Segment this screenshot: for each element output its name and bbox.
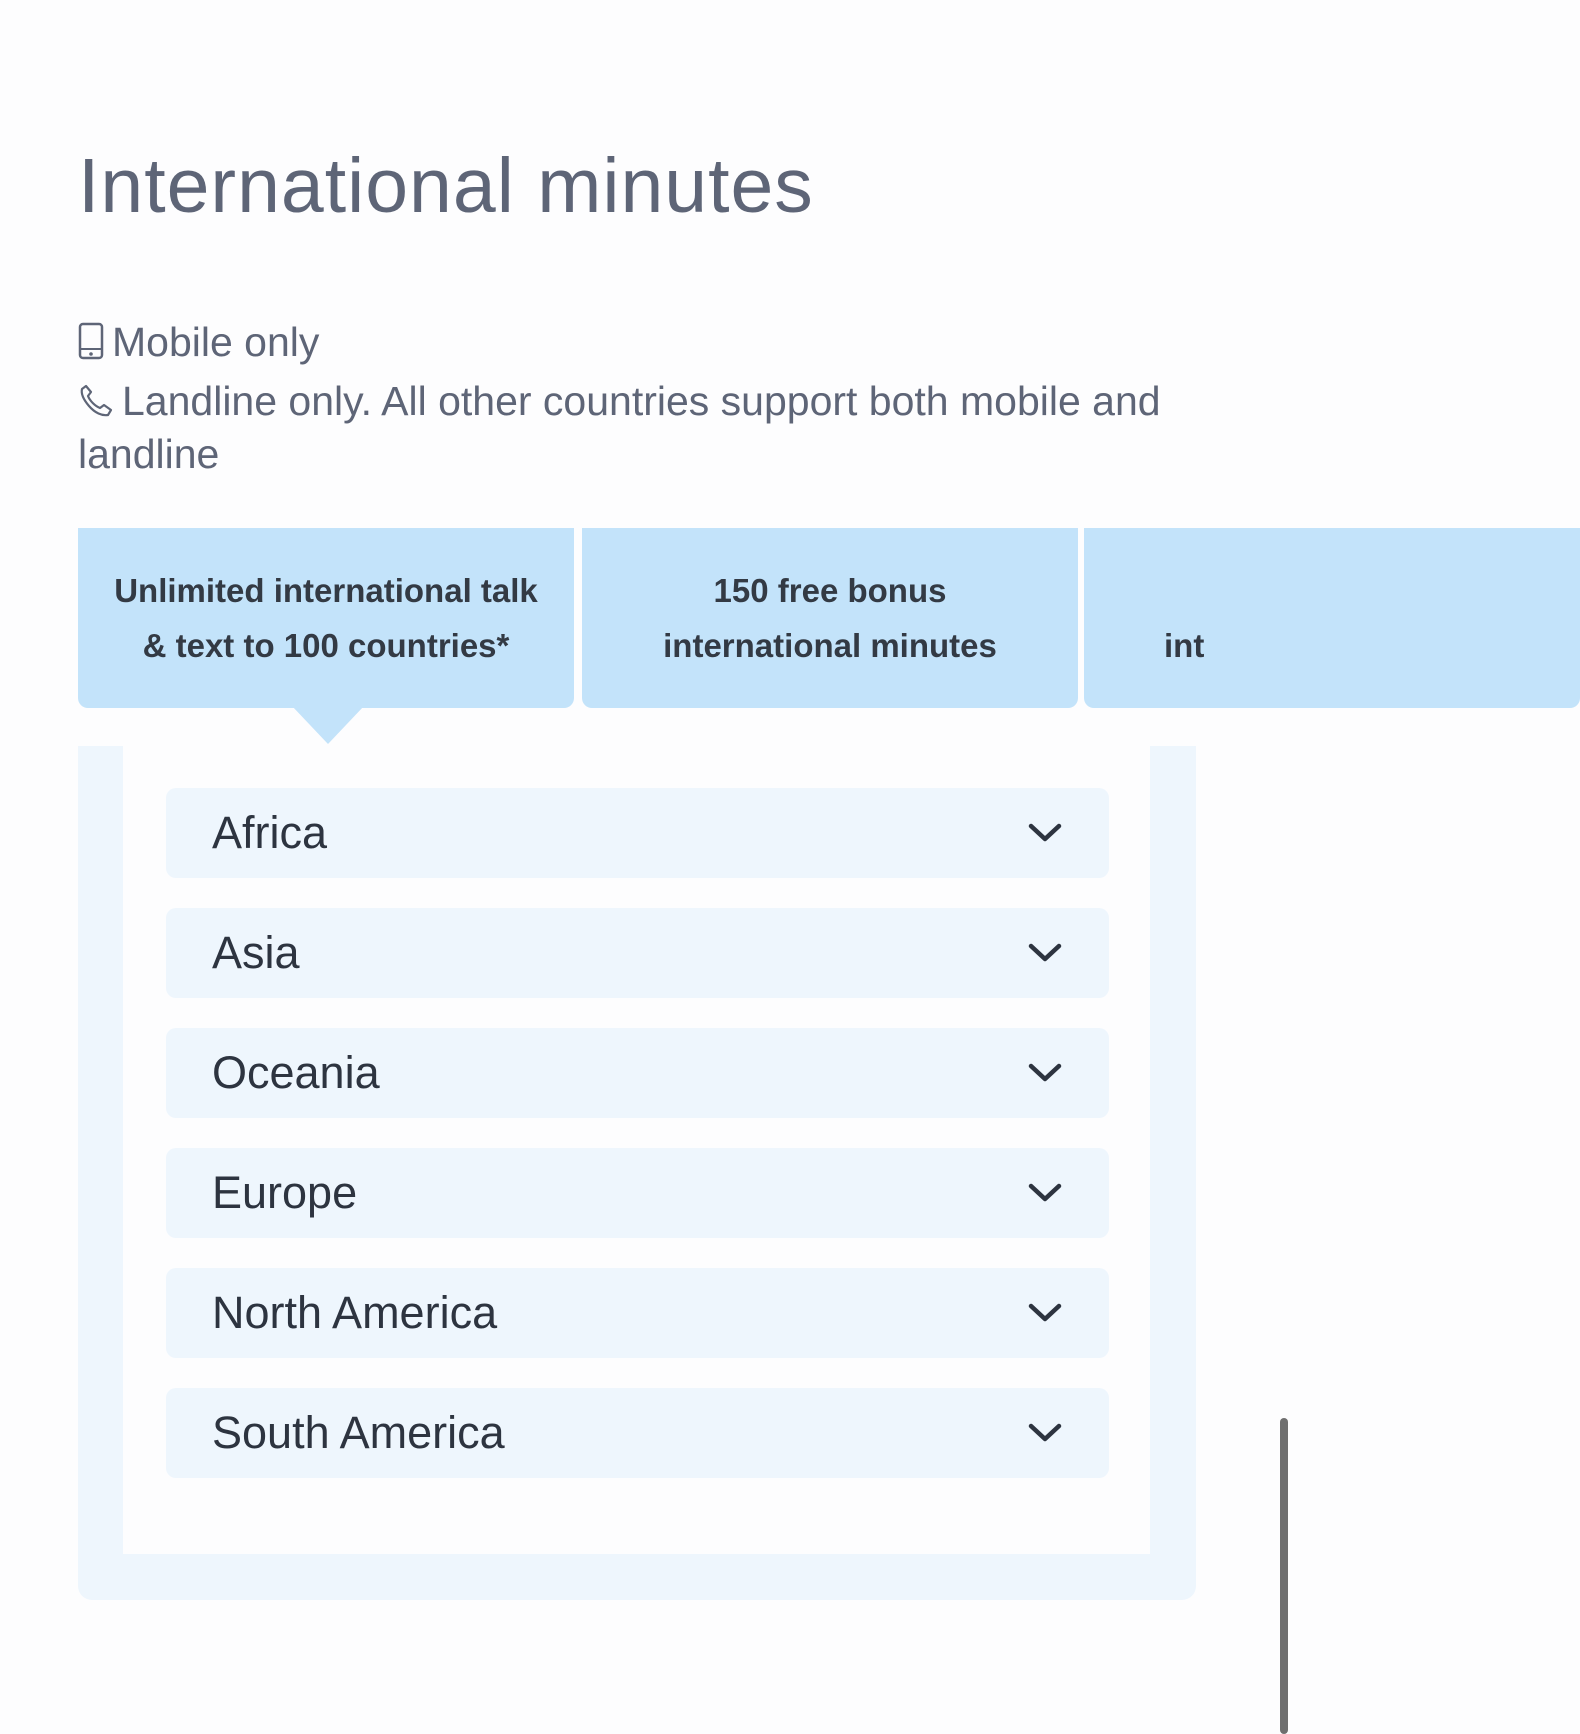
tab-label-line: & text to 100 countries* bbox=[142, 627, 510, 664]
tab-label-line: 150 free bonus bbox=[713, 572, 947, 609]
region-label: Africa bbox=[212, 807, 328, 858]
chevron-down-icon bbox=[1027, 1061, 1063, 1085]
tab-third-partial[interactable] bbox=[1084, 528, 1580, 708]
region-label: South America bbox=[212, 1407, 505, 1458]
tab-label bbox=[663, 563, 997, 673]
tab-label-line: int bbox=[1164, 627, 1205, 664]
tab-label-line: international minutes bbox=[663, 627, 997, 664]
region-africa[interactable] bbox=[166, 788, 1109, 878]
plan-tabs bbox=[78, 528, 1205, 710]
tab-label-line bbox=[1164, 563, 1204, 618]
phone-handset-icon bbox=[78, 381, 114, 430]
regions-list bbox=[123, 746, 1150, 1554]
selected-tab-pointer bbox=[292, 706, 364, 744]
chevron-down-icon bbox=[1027, 1301, 1063, 1325]
legend bbox=[78, 318, 1198, 479]
regions-panel bbox=[78, 746, 1196, 1600]
tab-label-line: Unlimited international talk bbox=[114, 572, 538, 609]
legend-landline bbox=[78, 377, 1198, 479]
legend-mobile-text: Mobile only bbox=[112, 319, 320, 365]
region-label: Europe bbox=[212, 1167, 358, 1218]
region-north-america[interactable] bbox=[166, 1268, 1109, 1358]
region-label: Asia bbox=[212, 927, 300, 978]
region-europe[interactable] bbox=[166, 1148, 1109, 1238]
chevron-down-icon bbox=[1027, 1181, 1063, 1205]
tab-label bbox=[1164, 563, 1204, 673]
tab-bonus-minutes[interactable] bbox=[582, 528, 1078, 708]
tab-unlimited-international[interactable] bbox=[78, 528, 574, 708]
page-scrollbar[interactable] bbox=[1280, 1418, 1288, 1734]
page-title: International minutes bbox=[78, 143, 814, 229]
chevron-down-icon bbox=[1027, 1421, 1063, 1445]
region-label: Oceania bbox=[212, 1047, 380, 1098]
mobile-phone-icon bbox=[78, 322, 104, 371]
region-south-america[interactable] bbox=[166, 1388, 1109, 1478]
tab-label bbox=[114, 563, 538, 673]
chevron-down-icon bbox=[1027, 821, 1063, 845]
chevron-down-icon bbox=[1027, 941, 1063, 965]
legend-mobile bbox=[78, 318, 1198, 371]
region-asia[interactable] bbox=[166, 908, 1109, 998]
legend-landline-text: Landline only. All other countries support both mobile and landline bbox=[78, 378, 1161, 477]
region-label: North America bbox=[212, 1287, 498, 1338]
region-oceania[interactable] bbox=[166, 1028, 1109, 1118]
